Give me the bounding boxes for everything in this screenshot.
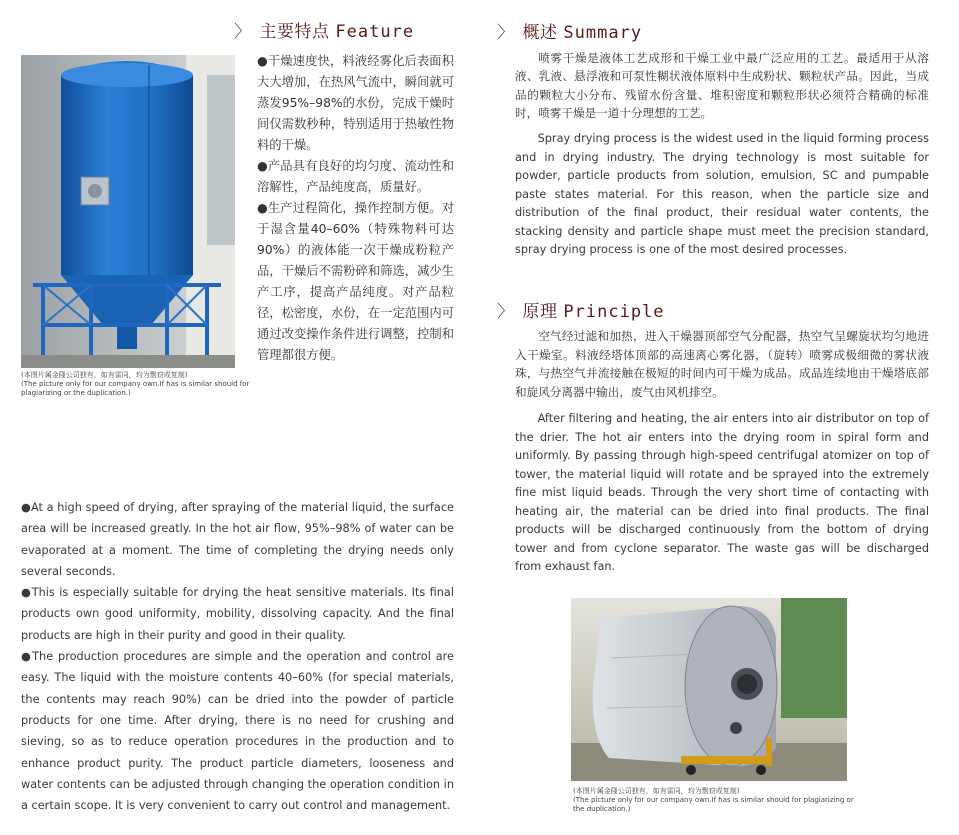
summary-zh: 喷雾干燥是液体工艺成形和干燥工业中最广泛应用的工艺。最适用于从溶液、乳液、悬浮液和可泵性糊状液体原料中生成粉状、颗粒状产品。因此，当成品的颗粒大小分布、残留水份含量、堆积密度和颗粒形状必须符合精确的标准时，喷雾干燥是一道十分理想的工艺。 xyxy=(515,51,929,121)
feature-zh-bullet: ●干燥速度快，料液经雾化后表面积大大增加，在热风气流中，瞬间就可蒸发95%–98%的水份，完成干燥时间仅需数秒种，特别适用于热敏性物料的干燥。 xyxy=(257,54,454,152)
principle-zh: 空气经过滤和加热，进入干燥器顶部空气分配器，热空气呈螺旋状均匀地进入干燥室。料液经塔体顶部的高速离心雾化器，（旋转）喷雾成极细微的雾状液珠，与热空气并流接触在极短的时间内可干燥为成品。成品连续地由干燥塔底部和旋风分离器中输出，废气由风机排空。 xyxy=(515,329,929,399)
chevron-right-icon: 〉 xyxy=(497,302,515,322)
summary-title-zh: 概述 xyxy=(522,23,558,43)
feature-zh-list xyxy=(257,51,454,366)
caption-en: (The picture only for our company own.If has is similar should for plagiarizing or the duplication.) xyxy=(573,796,854,813)
caption-en: (The picture only for our company own.If has is similar should for plagiarizing or the duplication.) xyxy=(21,380,250,397)
feature-title-zh: 主要特点 xyxy=(259,22,330,42)
principle-title-en: Principle xyxy=(563,302,665,322)
feature-en-bullet: ●The production procedures are simple and the operation and control are easy. The liquid with the moisture contents 40–60% (for special materials, the contents may reach 90%) can be dried into the powder of particle products for one time. After drying, there is no need for crushing and sieving, so as to reduce operation procedures in the production and to enhance product purity. The product particle diameters, looseness and water contents can be adjusted through changing the operation condition in a certain scope. It is very convenient to carry out control and management. xyxy=(21,650,454,813)
summary-heading xyxy=(497,18,642,43)
feature-en-list xyxy=(21,497,454,816)
chevron-right-icon: 〉 xyxy=(234,22,252,42)
principle-photo-caption xyxy=(573,787,863,814)
principle-heading xyxy=(497,297,665,322)
feature-en-bullet: ●This is especially suitable for drying the heat sensitive materials. Its final products own good uniformity, mobility, dissolving capacity. And the final products are high in their purity and good in their quality. xyxy=(21,586,454,642)
caption-zh: (本图片属金隆公司独有，如有雷同，均为剽窃或复制) xyxy=(573,787,740,795)
summary-title-en: Summary xyxy=(563,23,643,43)
summary-en: Spray drying process is the widest used in the liquid forming process and in drying industry. The drying technology is most suitable for powder, particle products from solution, emulsion, SC and pumpable paste states material. For this reason, when the particle size and distribution of the final product, their residual water contents, the stacking density and particle shape must meet the precision standard, spray drying process is one of the most desired processes. xyxy=(515,132,929,256)
principle-en: After filtering and heating, the air enters into air distributor on top of the drier. The hot air enters into the drying room in spiral form and uniformly. By passing through high-speed centrifugal atomizer on top of tower, the material liquid will rotate and be sprayed into the extremely fine mist liquid beads. Through the very short time of contacting with heating air, the material can be dried into final products. The final products will be discharged continuously from the bottom of drying tower and from cyclone separator. The waste gas will be discharged from exhaust fan. xyxy=(515,412,929,573)
caption-zh: (本图片属金隆公司独有，如有雷同，均为剽窃或复制) xyxy=(21,371,188,379)
chevron-right-icon: 〉 xyxy=(497,23,515,43)
feature-heading xyxy=(234,17,414,42)
feature-zh-bullet: ●产品具有良好的均匀度、流动性和溶解性，产品纯度高，质量好。 xyxy=(257,159,454,194)
spray-dryer-tower-photo xyxy=(21,55,235,368)
feature-en-bullet: ●At a high speed of drying, after spraying of the material liquid, the surface area will be increased greatly. In the hot air flow, 95%–98% of water can be evaporated at a moment. The time of completing the drying needs only several seconds. xyxy=(21,501,454,578)
feature-zh-bullet: ●生产过程简化，操作控制方便。对于湿含量40–60%（特殊物料可达90%）的液体能一次干燥成粉粒产品，干燥后不需粉碎和筛选，减少生产工序，提高产品纯度。对产品粒径，松密度，水份，在一定范围内可通过改变操作条件进行调整，控制和管理都很方便。 xyxy=(257,201,454,362)
feature-photo-caption xyxy=(21,371,261,398)
spray-dryer-chamber-photo xyxy=(571,598,847,781)
feature-title-en: Feature xyxy=(335,22,415,42)
principle-title-zh: 原理 xyxy=(522,302,558,322)
